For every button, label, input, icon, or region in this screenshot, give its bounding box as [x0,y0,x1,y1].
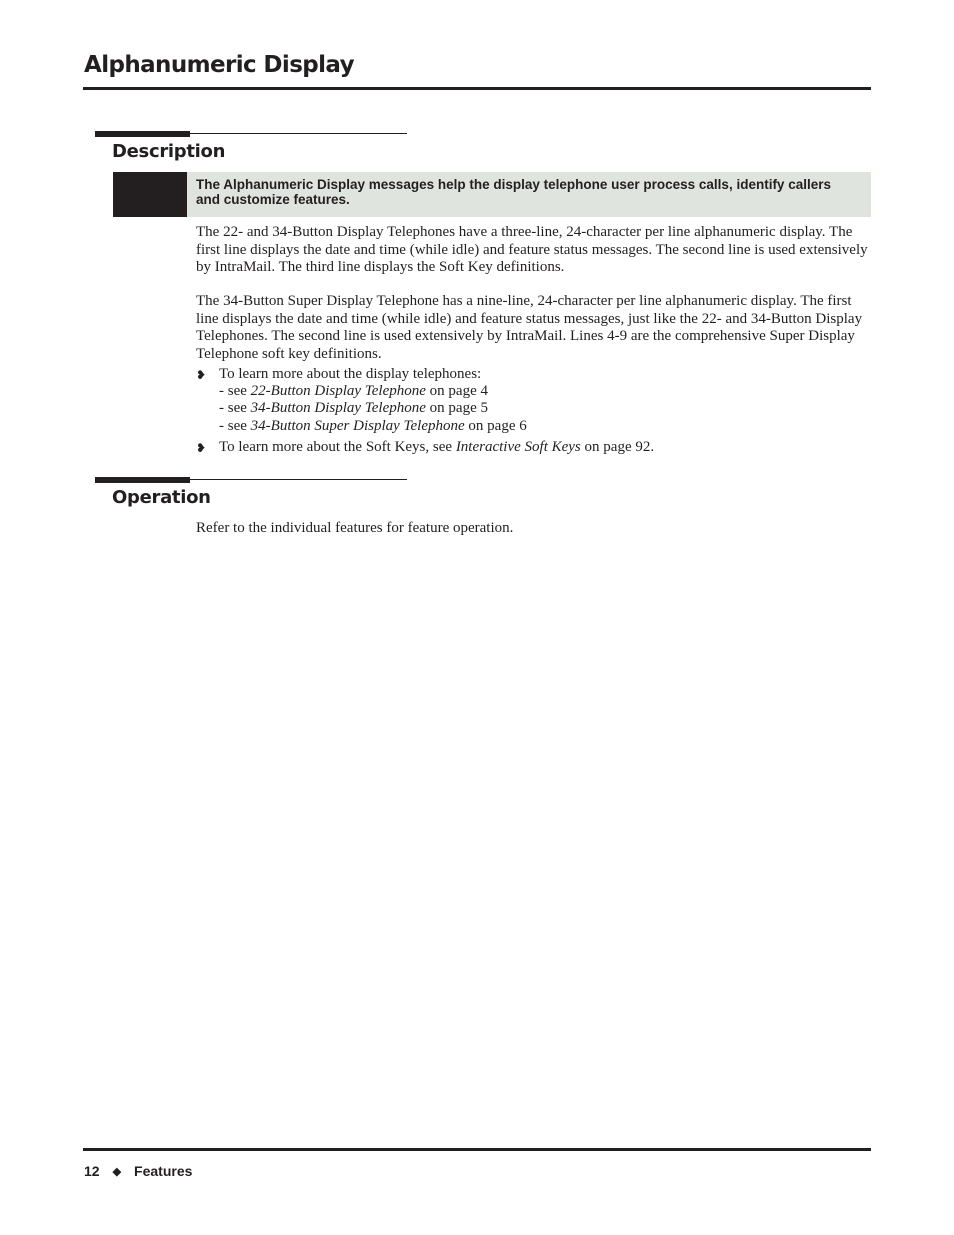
reference-link-soft-keys[interactable]: Interactive Soft Keys [455,439,581,455]
page-title: Alphanumeric Display [84,52,355,78]
footer-rule [83,1148,871,1151]
summary-text: The Alphanumeric Display messages help the display telephone user process calls, identify callers and customize features. [187,172,871,217]
bullet-arrow-icon: ❥ [196,368,207,382]
reference-line: - see 34-Button Super Display Telephone on page 6 [219,418,527,434]
summary-side-block [113,172,187,217]
bullet-soft-keys: To learn more about the Soft Keys, see Interactive Soft Keys on page 92. [219,439,655,455]
reference-link-34-button[interactable]: 34-Button Display Telephone [250,400,426,416]
bullet-arrow-icon: ❥ [196,441,207,455]
reference-line: - see 22-Button Display Telephone on page 4 [219,383,488,399]
diamond-icon: ◆ [112,1166,122,1178]
summary-box [113,172,871,217]
reference-line: - see 34-Button Display Telephone on page 5 [219,400,488,416]
section-marker-line [190,133,407,134]
description-paragraph-1: The 22- and 34-Button Display Telephones have a three-line, 24-character per line alphanumeric display. The first line displays the date and time (while idle) and feature status messages. The second line is used extensively by IntraMail. The third line displays the Soft Key definitions. [196,224,868,275]
description-heading: Description [112,141,226,162]
page-number: 12 [84,1163,100,1179]
description-paragraph-2: The 34-Button Super Display Telephone has a nine-line, 24-character per line alphanumeric display. The first line displays the date and time (while idle) and feature status messages, just like the 22- and 34-Button Display Telephones. The second line is used extensively by IntraMail. Lines 4-9 are the comprehensive Super Display Telephone soft key definitions. [196,293,863,362]
reference-link-22-button[interactable]: 22-Button Display Telephone [250,383,426,399]
footer-section-name: Features [134,1163,193,1179]
bullet-display-telephones: To learn more about the display telephones: [219,366,482,382]
operation-text: Refer to the individual features for feature operation. [196,520,514,536]
section-marker-line [190,479,407,480]
section-marker-bar [95,131,190,137]
operation-heading: Operation [112,487,211,508]
reference-link-34-button-super[interactable]: 34-Button Super Display Telephone [250,418,465,434]
section-marker-bar [95,477,190,483]
page-footer [84,1163,192,1179]
title-rule [83,87,871,90]
